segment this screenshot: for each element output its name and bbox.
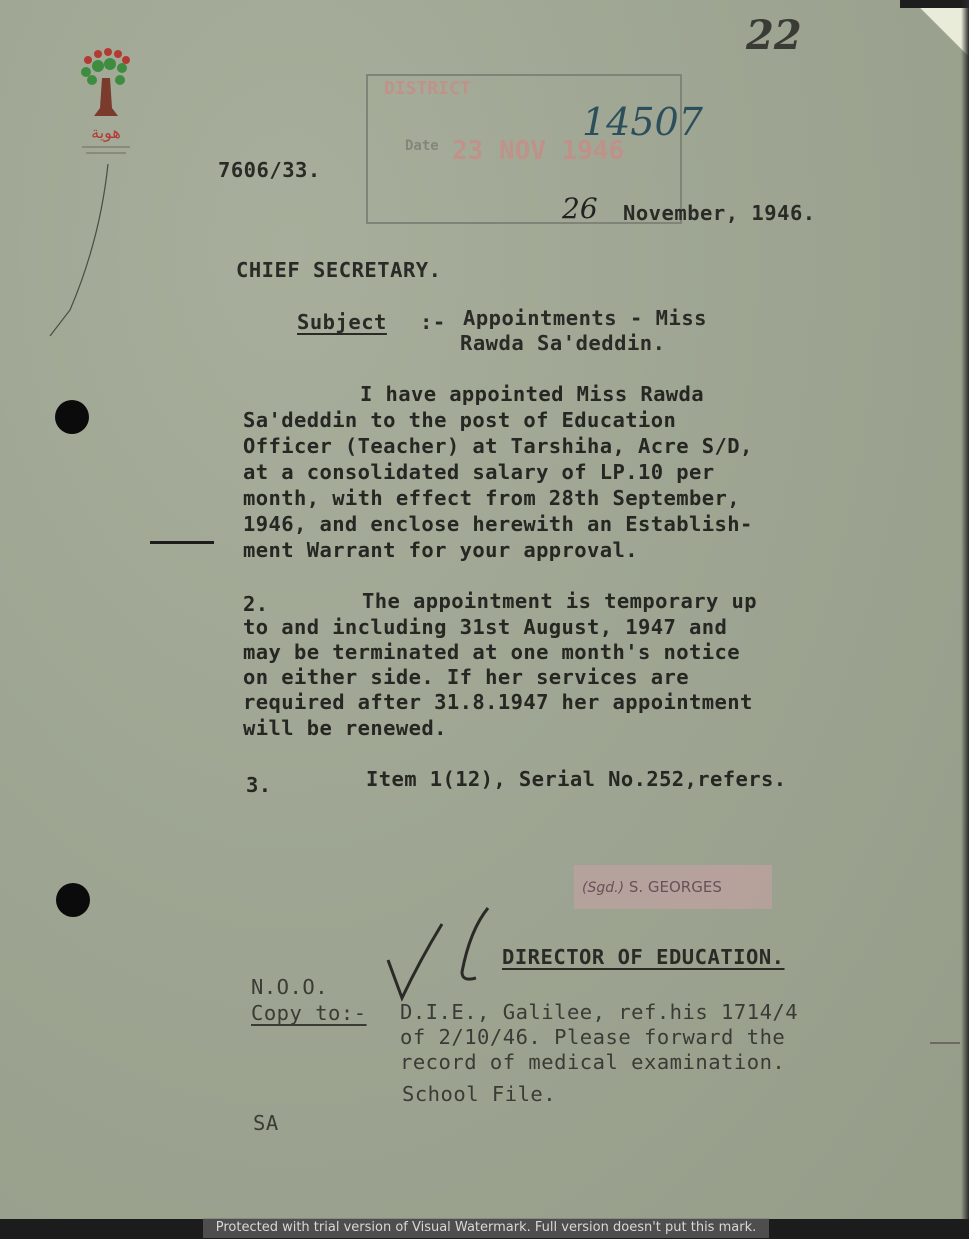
- copy-to-line: of 2/10/46. Please forward the: [400, 1025, 786, 1049]
- para1-line: at a consolidated salary of LP.10 per: [243, 460, 715, 484]
- para1-line: Officer (Teacher) at Tarshiha, Acre S/D,: [243, 434, 753, 458]
- copy-to-line: record of medical examination.: [400, 1050, 786, 1074]
- para2-number: 2.: [243, 592, 269, 616]
- subject-label: Subject: [297, 310, 387, 334]
- margin-dash: [150, 541, 214, 544]
- scan-edge-right: [961, 0, 969, 1239]
- para1-line: I have appointed Miss Rawda: [360, 382, 705, 406]
- typist-initials: SA: [253, 1111, 279, 1135]
- margin-dash: [930, 1042, 960, 1044]
- addressee: CHIEF SECRETARY.: [236, 258, 442, 282]
- stamp-date-label: Date: [405, 138, 439, 154]
- noo-label: N.O.O.: [251, 975, 329, 999]
- para1-line: Sa'deddin to the post of Education: [243, 408, 677, 432]
- scan-edge-top: [900, 0, 969, 8]
- page-corner: [899, 0, 969, 70]
- copy-to-line: D.I.E., Galilee, ref.his 1714/4: [400, 1000, 799, 1024]
- para1-line: month, with effect from 28th September,: [243, 486, 740, 510]
- signed-name: S. GEORGES: [628, 878, 722, 896]
- signatory-title: DIRECTOR OF EDUCATION.: [502, 945, 785, 969]
- pencil-mark: [30, 160, 120, 340]
- subject-separator: :-: [420, 310, 446, 334]
- para3-number: 3.: [246, 773, 272, 797]
- school-file: School File.: [402, 1082, 557, 1106]
- signed-stamp: [574, 865, 772, 909]
- para1-line: 1946, and enclose herewith an Establish-: [243, 512, 753, 536]
- para3-text: Item 1(12), Serial No.252,refers.: [366, 767, 787, 791]
- ref-number: 7606/33.: [218, 158, 321, 182]
- para2-line: The appointment is temporary up: [362, 589, 758, 613]
- handwritten-initials: [380, 900, 510, 1010]
- date-text: November, 1946.: [623, 201, 816, 225]
- punch-hole: [55, 400, 89, 434]
- para2-line: to and including 31st August, 1947 and: [243, 615, 728, 639]
- subject-line-2: Rawda Sa'deddin.: [460, 331, 666, 355]
- tree-logo: [76, 46, 136, 166]
- folio-number: 22: [746, 12, 802, 59]
- para2-line: required after 31.8.1947 her appointment: [243, 690, 753, 714]
- para2-line: on either side. If her services are: [243, 665, 689, 689]
- date-day: 26: [562, 192, 598, 225]
- para1-line: ment Warrant for your approval.: [243, 538, 639, 562]
- signed-prefix: (Sgd.): [582, 880, 625, 896]
- handwritten-number: 14507: [582, 100, 703, 144]
- para2-line: will be renewed.: [243, 716, 447, 740]
- watermark-notice: Protected with trial version of Visual Watermark. Full version doesn't put this mark.: [203, 1218, 769, 1238]
- stamp-date: 23 NOV 1946: [452, 136, 625, 166]
- stamp-label: DISTRICT: [384, 78, 471, 99]
- punch-hole: [56, 883, 90, 917]
- subject-line-1: Appointments - Miss: [463, 306, 707, 330]
- copy-to-label: Copy to:-: [251, 1001, 367, 1025]
- tree-logo-icon: [76, 46, 136, 166]
- logo-text: هوية: [91, 123, 121, 142]
- para2-line: may be terminated at one month's notice: [243, 640, 740, 664]
